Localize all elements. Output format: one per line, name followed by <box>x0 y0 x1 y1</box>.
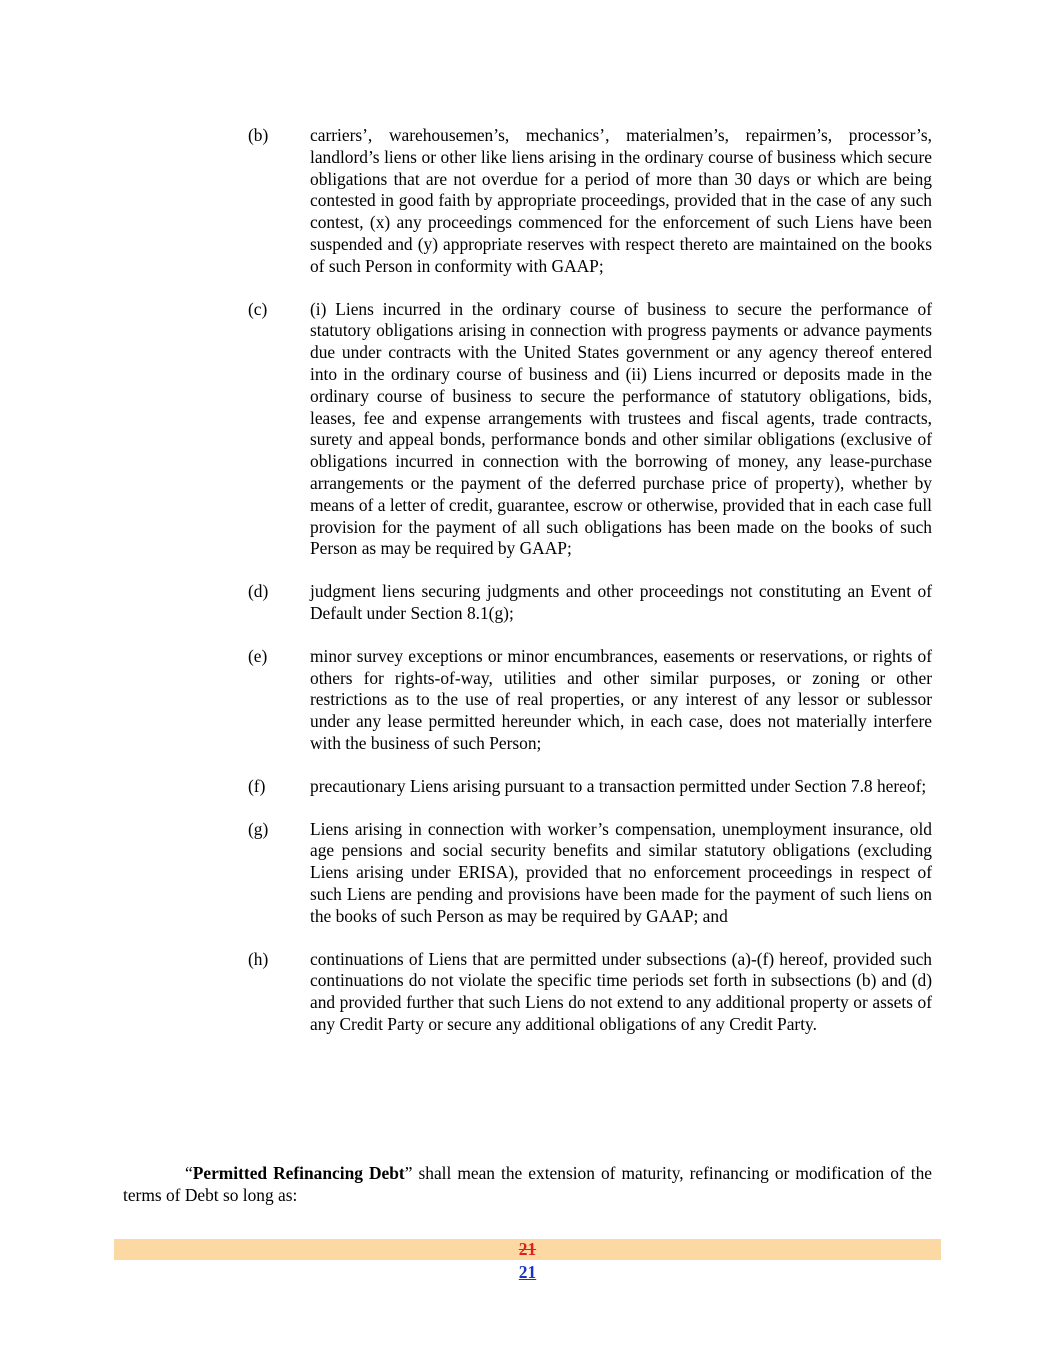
item-label: (h) <box>248 948 269 969</box>
open-quote: “ <box>185 1163 193 1183</box>
list-item-f <box>248 776 932 798</box>
list-item-g <box>248 819 932 928</box>
item-label: (c) <box>248 298 268 319</box>
list-item-d <box>248 581 932 625</box>
item-text: Liens arising in connection with worker’s compensation, unemployment insurance, old age pensions and social security benefits and similar statutory obligations (excluding Liens arising under ERISA), provided that no enforcement proceedings in respect of such Liens are pending and provisions have been made for the payment of such liens on the books of such Person as may be required by GAAP; and <box>310 818 932 926</box>
item-text: continuations of Liens that are permitted under subsections (a)-(f) hereof, provided such continuations do not violate the specific time periods set forth in subsections (b) and (d) and provided further that such Liens do not extend to any additional property or assets of any Credit Party or secure any additional obligations of any Credit Party. <box>310 948 932 1034</box>
list-item-b <box>248 125 932 278</box>
item-text: precautionary Liens arising pursuant to a transaction permitted under Section 7.8 hereof; <box>310 775 927 796</box>
list-item-e <box>248 646 932 755</box>
item-label: (e) <box>248 645 268 666</box>
definition-paragraph <box>123 1163 932 1207</box>
defined-term: Permitted Refinancing Debt <box>192 1163 405 1183</box>
definition-text: ” shall mean the extension of maturity, refinancing or modification of the terms of Debt so long as: <box>123 1163 932 1205</box>
item-label: (d) <box>248 581 269 602</box>
page-number-inserted: 21 <box>518 1262 537 1282</box>
lien-list <box>248 125 932 1057</box>
item-text: carriers’, warehousemen’s, mechanics’, materialmen’s, repairmen’s, processor’s, landlord’s liens or other like liens arising in the ordinary course of business which secure obligations that are not overdue for a period of more than 30 days or which are being contested in good faith by appropriate proceedings, provided that in the case of any such contest, (x) any proceedings commenced for the enforcement of such Liens have been suspended and (y) appropriate reserves with respect thereto are maintained on the books of such Person in conformity with GAAP; <box>310 125 932 276</box>
page-number-deleted: 21 <box>518 1239 537 1259</box>
item-text: (i) Liens incurred in the ordinary course of business to secure the performance of statutory obligations arising in connection with progress payments or advance payments due under contracts with the United States government or any agency thereof entered into in the ordinary course of business and (ii) Liens incurred or deposits made in the ordinary course of business to secure the performance of statutory obligations, bids, leases, fee and expense arrangements with trustees and fiscal agents, trade contracts, surety and appeal bonds, performance bonds and other similar obligations (exclusive of obligations incurred in connection with the borrowing of money, any lease-purchase arrangements or the payment of the deferred purchase price of property), whether by means of a letter of credit, guarantee, escrow or otherwise, provided that in each case full provision for the payment of all such obligations has been made on the books of such Person as may be required by GAAP; <box>310 298 932 559</box>
item-text: minor survey exceptions or minor encumbrances, easements or reservations, or rights of others for rights-of-way, utilities and other similar purposes, or zoning or other restrictions as to the use of real properties, or any interest of any lessor or sublessor under any lease permitted hereunder which, in each case, does not materially interfere with the business of such Person; <box>310 645 932 753</box>
item-label: (f) <box>248 775 266 796</box>
item-label: (b) <box>248 125 269 145</box>
item-text: judgment liens securing judgments and other proceedings not constituting an Event of Default under Section 8.1(g); <box>310 581 932 623</box>
item-label: (g) <box>248 818 269 839</box>
list-item-c <box>248 299 932 561</box>
list-item-h <box>248 949 932 1036</box>
